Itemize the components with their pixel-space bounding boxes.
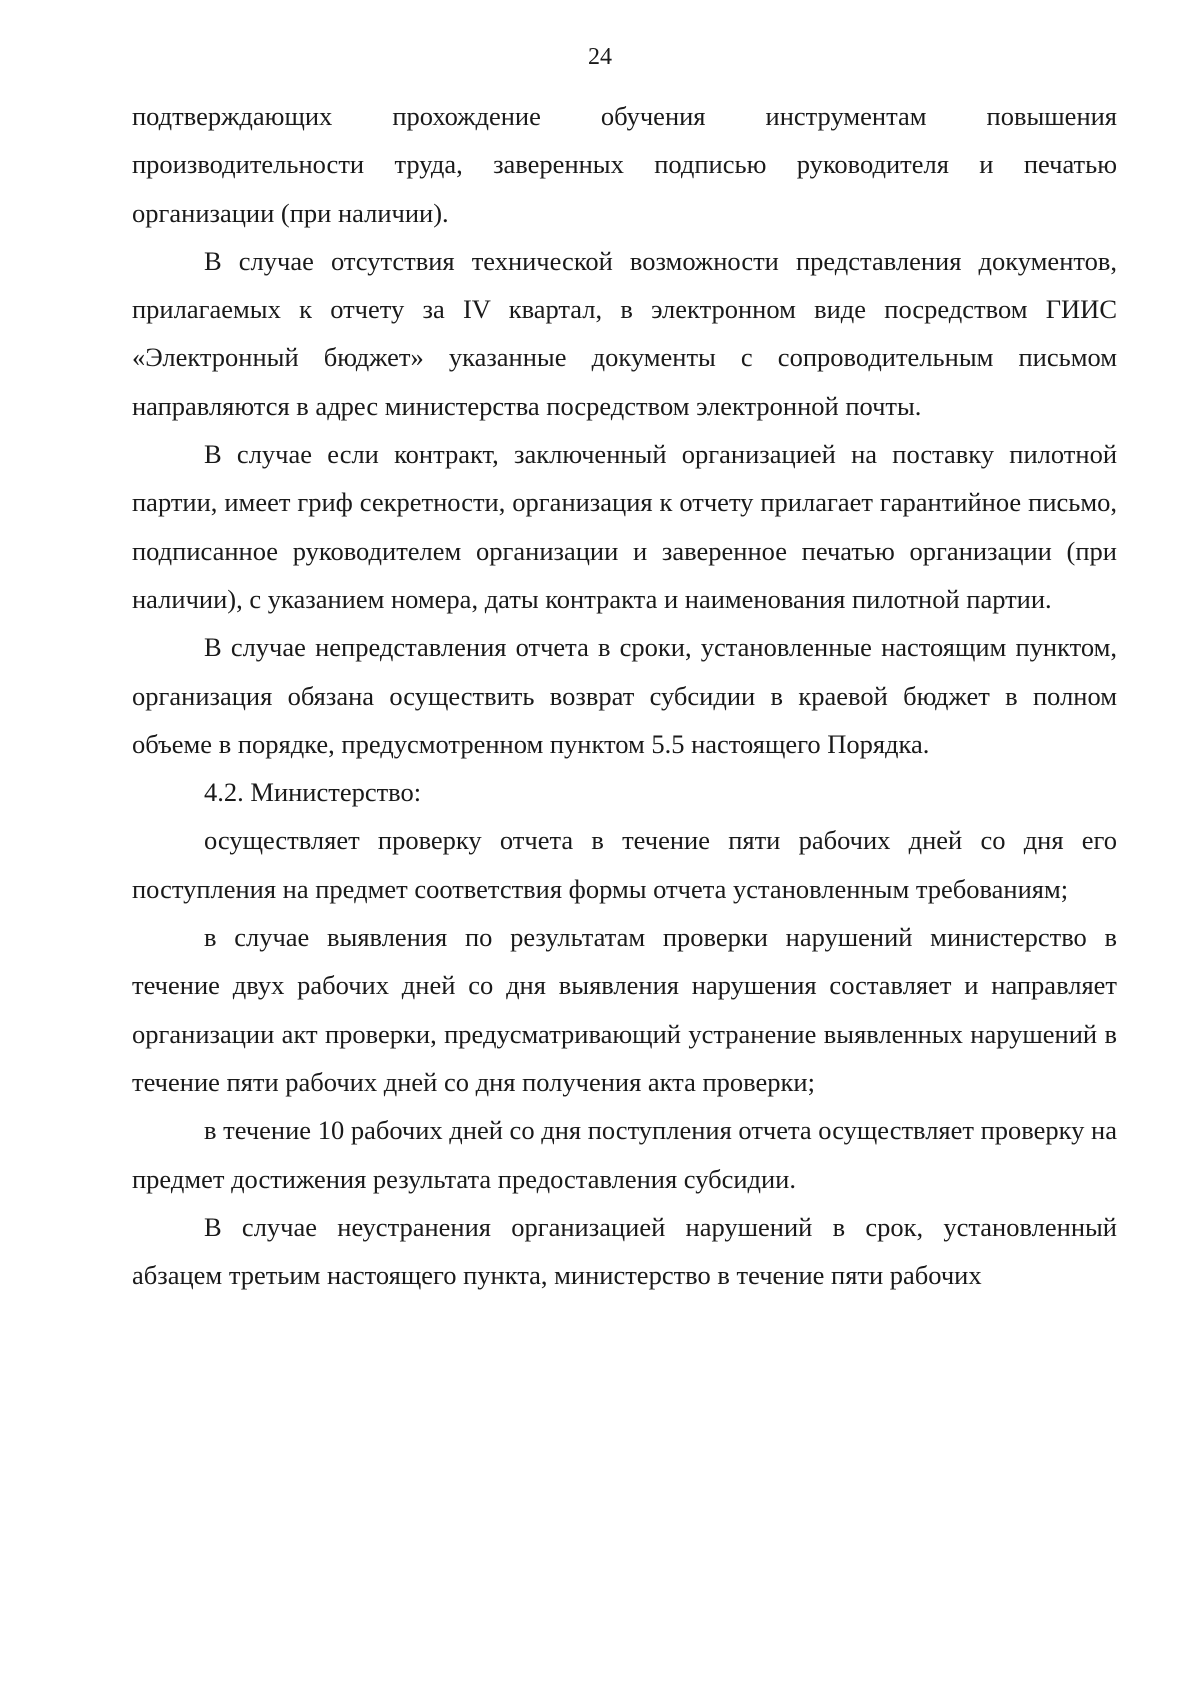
document-body — [132, 92, 1117, 1299]
section-heading-4-2: 4.2. Министерство: — [204, 777, 422, 808]
paragraph-violations-not-fixed: В случае неустранения организацией нарушений в срок, установленный абзацем третьим настоящего пункта, министерство в течение пяти рабочих — [132, 1211, 1117, 1291]
paragraph-no-technical-possibility: В случае отсутствия технической возможности представления документов, прилагаемых к отчету за IV квартал, в электронном виде посредством ГИИС «Электронный бюджет» указанные документы с сопроводительным письмом направляются в адрес министерства посредством электронной почты. — [132, 245, 1117, 421]
paragraph-violations-found: в случае выявления по результатам проверки нарушений министерство в течение двух рабочих дней со дня выявления нарушения составляет и направляет организации акт проверки, предусматривающий устранение выявленных нарушений в течение пяти рабочих дней со дня получения акта проверки; — [132, 922, 1117, 1097]
paragraph-report-not-submitted: В случае непредставления отчета в сроки, установленные настоящим пунктом, организация обязана осуществить возврат субсидии в краевой бюджет в полном объеме в порядке, предусмотренном пунктом 5.5 настоящего Порядка. — [132, 632, 1117, 759]
paragraph-secret-contract: В случае если контракт, заключенный организацией на поставку пилотной партии, имеет гриф секретности, организация к отчету прилагает гарантийное письмо, подписанное руководителем организации и заверенное печатью организации (при наличии), с указанием номера, даты контракта и наименования пилотной партии. — [132, 439, 1117, 614]
paragraph-report-check: осуществляет проверку отчета в течение пяти рабочих дней со дня его поступления на предмет соответствия формы отчета установленным требованиям; — [132, 825, 1117, 904]
paragraph-continuation: подтверждающих прохождение обучения инструментам повышения производительности труда, заверенных подписью руководителя и печатью организации (при наличии). — [132, 101, 1117, 228]
paragraph-result-check: в течение 10 рабочих дней со дня поступления отчета осуществляет проверку на предмет достижения результата предоставления субсидии. — [132, 1115, 1117, 1194]
page-number: 24 — [588, 44, 612, 70]
